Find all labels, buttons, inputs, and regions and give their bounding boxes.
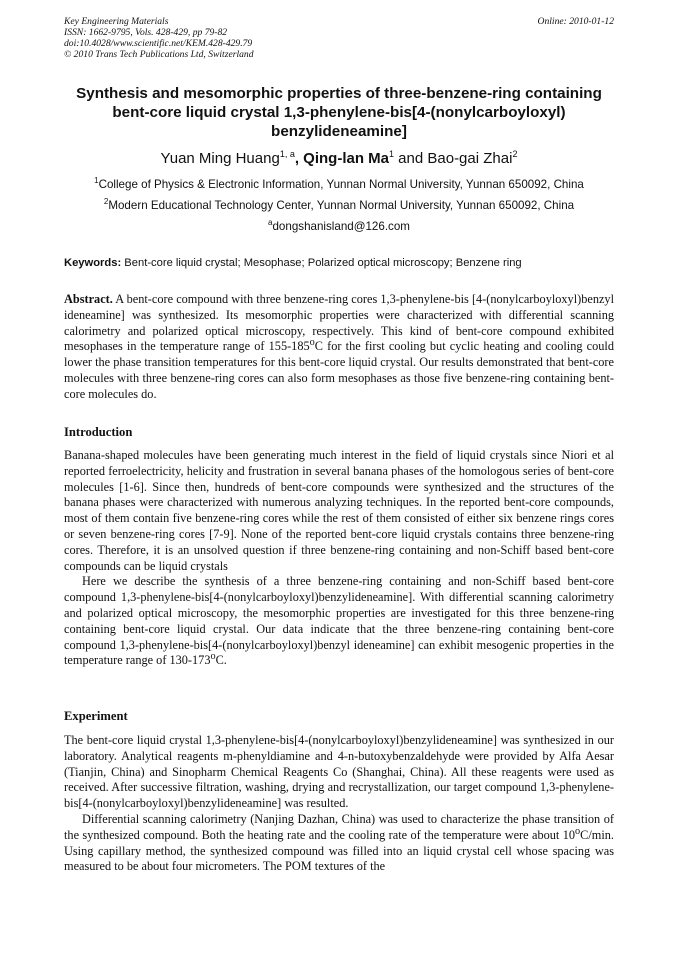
keywords-label: Keywords: [64,257,122,269]
introduction-body [64,448,614,669]
online-date: Online: 2010-01-12 [537,16,614,27]
author-sup: 1 [389,149,395,159]
abstract-text: A bent-core compound with three benzene-ring cores 1,3-phenylene-bis [4-(nonylcarboyloxyl)benzyl ideneamine] was synthesized. Its mesomorphic properties were characterized with differential scanning calorimetry and polarized optical microscopy, respectively. This kind of bent-core compound exhibited mesophases in the temperature range of 155-185 [64,292,614,354]
experiment-paragraph-1: The bent-core liquid crystal 1,3-phenylene-bis[4-(nonylcarboyloxyl)benzylideneamine] was synthesized in our laboratory. Analytical reagents m-phenyldiamine and 4-n-butoxybenzaldehyde were provided by Alfa Aesar (Tianjin, China) and Sinopharm Chemical Reagents Co (Shanghai, China). All these reagents were used as received. After successive filtration, washing, drying and recrystallization, our target compound 1,3-phenylene-bis[4-(nonylcarboyloxyl)benzylideneamine] was resulted. [64,733,614,811]
abstract-text: C for the first cooling but cyclic heating and cooling could lower the phase transition temperatures for this bent-core liquid crystal. Our results demonstrated that bent-core molecules with three benzene-ring cores can also form mesophases as those five benzene-ring containing bent-core molecules do. [64,339,614,401]
doi-line: doi:10.4028/www.scientific.net/KEM.428-429.79 [64,38,253,49]
degree-sup: o [575,825,581,837]
abstract [64,292,614,403]
introduction-heading: Introduction [64,425,133,439]
issn-line: ISSN: 1662-9795, Vols. 428-429, pp 79-82 [64,27,228,38]
experiment-paragraph-2 [64,812,614,875]
paper-title: Synthesis and mesomorphic properties of three-benzene-ring containing bent-core liquid crystal 1,3-phenylene-bis[4-(nonylcarboyloxyl) benzylideneamine] [76,85,602,140]
affiliation-2 [40,199,638,212]
email-sup: a [268,218,273,228]
intro-text: C. [215,653,227,668]
experiment-heading: Experiment [64,709,128,723]
intro-paragraph-2 [64,574,614,669]
copyright-line: © 2010 Trans Tech Publications Ltd, Switzerland [64,49,254,60]
journal-name: Key Engineering Materials [64,16,169,27]
degree-sup: o [210,651,216,663]
intro-paragraph-1: Banana-shaped molecules have been generating much interest in the field of liquid crystals since Niori et al reported ferroelectricity, helicity and frustration in several banana phases of the homologous series of bent-core molecules [1-6]. Since then, hundreds of bent-core compounds were synthesized and the structures of the banana phases were characterized with numerous analyzing techniques. In the reported bent-core compounds, most of them contain five benzene-ring cores while the rest of them consisted of either six benzene rings cores or seven benzene-ring cores [7-9]. None of the reported bent-core liquid crystals contains three benzene-ring cores. Therefore, it is an unsolved question if three benzene-ring containing and non-Schiff based bent-core compounds can be liquid crystals [64,448,614,573]
degree-sup: o [309,337,315,349]
affiliation-1 [40,178,638,191]
abstract-label: Abstract. [64,292,113,306]
affiliation-sup: 1 [94,176,99,186]
author-list [40,150,638,167]
author-sup: 1, a [279,149,295,159]
author-name: Yuan Ming Huang [160,150,280,167]
keywords-text: Bent-core liquid crystal; Mesophase; Polarized optical microscopy; Benzene ring [121,257,522,269]
affiliation-text: Modern Educational Technology Center, Yunnan Normal University, Yunnan 650092, China [108,199,575,212]
author-sup: 2 [512,149,518,159]
experiment-text: Differential scanning calorimetry (Nanjing Dazhan, China) was used to characterize the phase transition of the synthesized compound. Both the heating rate and the cooling rate of the temperature were about 10 [64,811,614,842]
intro-text: Here we describe the synthesis of a three benzene-ring containing and non-Schiff based bent-core compound 1,3-phenylene-bis[4-(nonylcarboyloxyl)benzylideneamine]. With differential scanning calorimetry and polarized optical microscopy, the mesomorphic properties are investigated for this three benzene-ring containing bent-core liquid crystal. Our data indicate that the three benzene-ring containing bent-core compound 1,3-phenylene-bis[4-(nonylcarboyloxyl)benzyl ideneamine] can exhibit mesogenic properties in the temperature range of 130-173 [64,574,614,668]
experiment-body [64,733,614,875]
affiliation-text: College of Physics & Electronic Information, Yunnan Normal University, Yunnan 650092, China [98,178,584,191]
experiment-text: C/min. Using capillary method, the synthesized compound was filled into an liquid crystal cell whose spacing was measured to be about four micrometers. The POM textures of the [64,827,614,874]
affiliation-sup: 2 [103,197,109,207]
email-line [40,220,638,233]
author-separator: , Qing-lan Ma [294,150,389,167]
running-header [64,16,614,60]
email-text: dongshanisland@126.com [272,220,410,233]
keywords [64,257,614,269]
author-name: and Bao-gai Zhai [394,150,513,167]
